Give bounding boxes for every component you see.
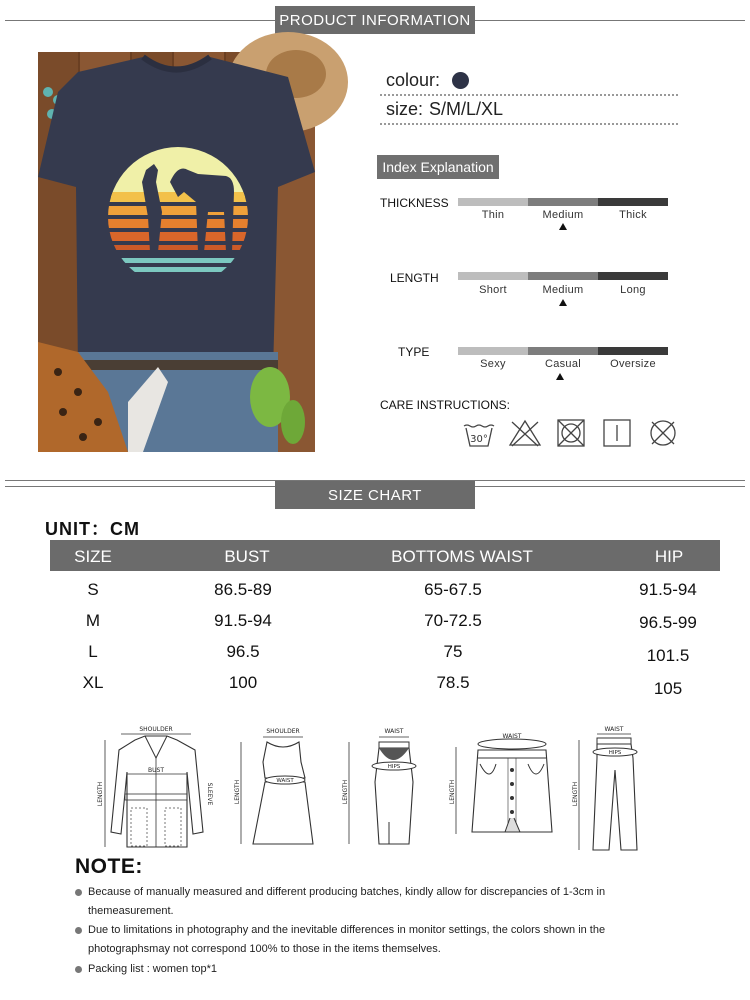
hip-cell: 101.5	[646, 646, 690, 665]
size-cell: S	[87, 580, 99, 599]
type-option: Oversize	[610, 358, 656, 370]
hips-label: HIPS	[387, 764, 401, 770]
size-label: size:	[386, 99, 424, 119]
thickness-bar	[458, 198, 668, 206]
product-photo	[38, 52, 315, 452]
trousers-diagram	[572, 722, 655, 852]
no-dry-clean-icon	[646, 418, 680, 448]
care-icons	[462, 418, 680, 448]
type-bar	[458, 347, 668, 355]
hip-cell: 105	[653, 679, 683, 698]
colour-row	[380, 68, 678, 96]
note-text: Due to limitations in photography and the inevitable differences in monitor settings, the colors shown in the photographsmay not correspond 100% to those in the items themselves.	[88, 924, 606, 955]
length-bar	[458, 272, 668, 280]
size-cell: L	[88, 642, 98, 661]
header-size: SIZE	[74, 547, 112, 566]
line-dry-icon	[600, 418, 634, 448]
waist-cell: 70-72.5	[424, 611, 482, 630]
size-value: S/M/L/XL	[429, 99, 504, 119]
length-option: Short	[479, 284, 507, 296]
note-title: NOTE:	[75, 855, 143, 878]
colour-swatch[interactable]	[452, 72, 469, 89]
type-options	[458, 358, 668, 370]
bust-label: BUST	[148, 767, 164, 774]
note-item	[75, 921, 635, 959]
no-bleach-icon	[508, 418, 542, 448]
note-item	[75, 883, 635, 921]
hips-label: HIPS	[608, 750, 622, 756]
bullet-icon	[75, 889, 82, 896]
waist-cell: 65-67.5	[424, 580, 482, 599]
length-option: Medium	[542, 284, 584, 296]
type-option: Sexy	[480, 358, 506, 370]
thickness-selected-marker	[559, 223, 567, 230]
hip-cell: 96.5-99	[639, 613, 697, 632]
dress-diagram	[235, 722, 315, 852]
length-label: LENGTH	[449, 779, 456, 805]
header-hip: HIP	[654, 547, 684, 566]
skirt-diagram	[342, 722, 425, 852]
thickness-option: Thin	[481, 209, 505, 221]
length-option: Long	[620, 284, 646, 296]
wash-temperature: 30°	[470, 434, 488, 445]
shoulder-label: SHOULDER	[139, 726, 173, 733]
length-label: LENGTH	[97, 781, 104, 807]
type-selected-marker	[556, 373, 564, 380]
type-option: Casual	[544, 358, 582, 370]
length-selected-marker	[559, 299, 567, 306]
bullet-icon	[75, 966, 82, 973]
header-bust: BUST	[224, 547, 270, 566]
bullet-icon	[75, 927, 82, 934]
note-text: Because of manually measured and different producing batches, kindly allow for discrepancies of 1-3cm in themeasurement.	[88, 886, 606, 917]
waist-label: WAIST	[276, 778, 294, 784]
bust-cell: 96.5	[226, 642, 260, 661]
measurement-diagrams	[95, 722, 655, 857]
length-label: LENGTH	[234, 779, 241, 805]
shoulder-label: SHOULDER	[266, 728, 300, 735]
waist-label: WAIST	[502, 733, 522, 740]
type-label: TYPE	[398, 345, 430, 359]
thickness-option: Medium	[542, 209, 584, 221]
size-chart-banner: SIZE CHART	[275, 481, 475, 509]
note-text: Packing list : women top*1	[88, 963, 218, 975]
hip-cell: 91.5-94	[639, 580, 697, 599]
length-options	[458, 284, 668, 296]
thickness-label: THICKNESS	[380, 196, 449, 210]
waist-cell: 78.5	[436, 673, 470, 692]
header-bottoms-waist: BOTTOMS WAIST	[391, 547, 533, 566]
jacket-diagram	[95, 722, 215, 852]
bust-cell: 91.5-94	[214, 611, 272, 630]
length-label: LENGTH	[572, 781, 579, 807]
size-table-header	[50, 540, 720, 571]
denim-skirt-diagram	[450, 722, 560, 852]
unit-label: UNIT：CM	[45, 519, 140, 539]
care-instructions-label: CARE INSTRUCTIONS:	[380, 398, 511, 412]
size-cell: M	[85, 611, 101, 630]
length-label: LENGTH	[390, 271, 439, 285]
no-tumble-dry-icon	[554, 418, 588, 448]
size-cell: XL	[82, 673, 104, 692]
sleeve-label: SLEEVE	[206, 782, 213, 806]
wash-30-icon	[462, 418, 496, 448]
thickness-option: Thick	[619, 209, 647, 221]
size-row	[380, 97, 678, 125]
waist-label: WAIST	[604, 726, 624, 733]
waist-cell: 75	[443, 642, 463, 661]
colour-label: colour:	[386, 70, 441, 90]
thickness-options	[458, 209, 668, 221]
length-label: LENGTH	[342, 779, 349, 805]
tshirt-illustration	[38, 52, 315, 452]
bust-cell: 100	[228, 673, 258, 692]
product-info-banner: PRODUCT INFORMATION	[275, 6, 475, 34]
index-explanation-tag: Index Explanation	[377, 155, 499, 179]
waist-label: WAIST	[384, 728, 404, 735]
note-item	[75, 960, 635, 979]
bust-cell: 86.5-89	[214, 580, 272, 599]
